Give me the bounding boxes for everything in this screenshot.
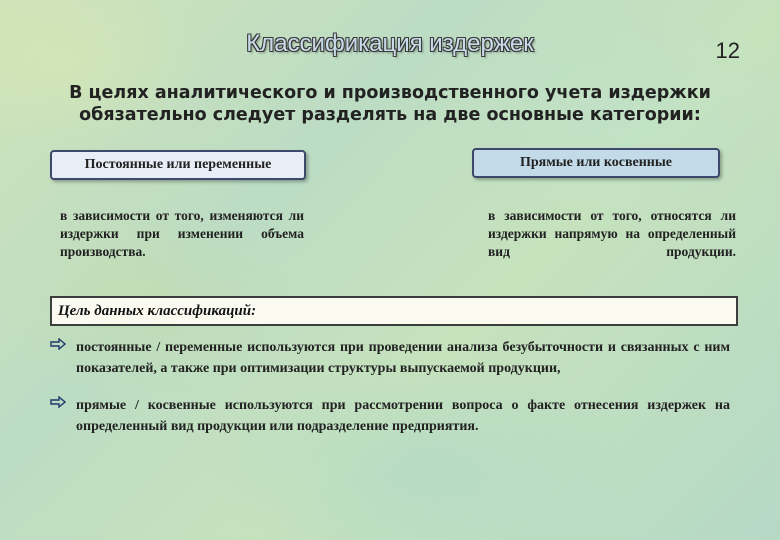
slide-title: Классификация издержек <box>246 30 534 57</box>
goal-list <box>50 337 730 453</box>
category-fixed-variable-description: в зависимости от того, изменяются ли издержки при изменении объема производства. <box>60 208 304 259</box>
hollow-arrow-icon <box>50 337 76 379</box>
goal-heading: Цель данных классификаций: <box>50 296 738 326</box>
goal-item-text: прямые / косвенные используются при рассмотрении вопроса о факте отнесения издержек на определенный вид продукции или подразделение предприятия. <box>76 398 730 434</box>
list-item <box>50 395 730 437</box>
intro-text: В целях аналитического и производственного учета издержки обязательно следует разделять на две основные категории: <box>69 83 711 125</box>
category-direct-indirect-description: в зависимости от того, относятся ли издержки напрямую на определенный вид продукции. <box>488 208 736 259</box>
goal-item-text: постоянные / переменные используются при проведении анализа безубыточности и связанных с ним показателей, а также при оптимизации структуры выпускаемой продукции, <box>76 340 730 376</box>
category-direct-indirect: Прямые или косвенные <box>472 148 720 178</box>
hollow-arrow-icon <box>50 395 76 437</box>
category-fixed-variable: Постоянные или переменные <box>50 150 306 180</box>
list-item <box>50 337 730 379</box>
page-number: 12 <box>715 38 740 63</box>
